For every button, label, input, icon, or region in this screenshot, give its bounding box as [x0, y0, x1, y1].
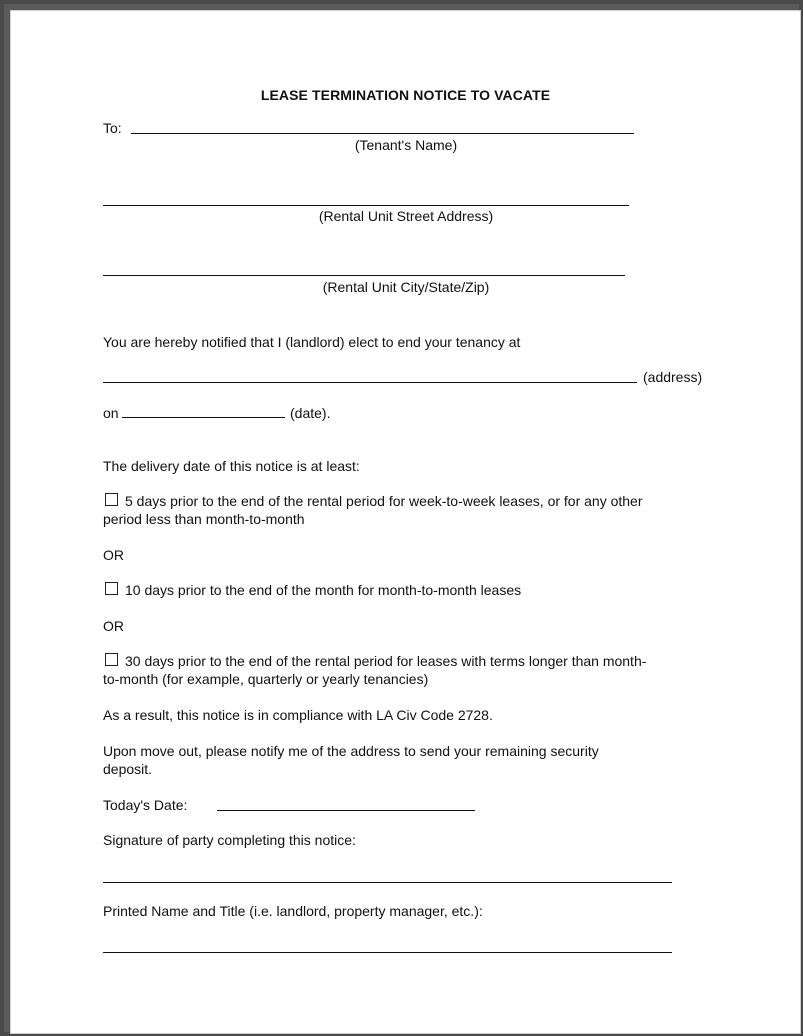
to-label: To: — [103, 120, 122, 136]
address-label: (address) — [643, 369, 703, 385]
option-5-days-checkbox[interactable] — [105, 493, 118, 506]
delivery-intro: The delivery date of this notice is at least: — [103, 458, 360, 474]
move-out-text-line1: Upon move out, please notify me of the address to send your remaining security — [103, 743, 599, 759]
or-separator: OR — [103, 547, 124, 563]
landlord-address-field[interactable] — [103, 382, 637, 383]
tenant-name-field[interactable] — [131, 133, 634, 134]
document-page — [10, 10, 801, 1034]
option-30-days-checkbox[interactable] — [105, 653, 118, 666]
printed-name-label: Printed Name and Title (i.e. landlord, property manager, etc.): — [103, 903, 483, 919]
move-out-text-line2: deposit. — [103, 761, 153, 777]
option-30-days-text-line2: to-month (for example, quarterly or yearly tenancies) — [103, 671, 429, 687]
street-address-caption: (Rental Unit Street Address) — [318, 208, 494, 224]
tenant-name-caption: (Tenant's Name) — [354, 137, 458, 153]
option-30-days-text-line1: 30 days prior to the end of the rental period for leases with terms longer than month- — [125, 653, 647, 669]
signature-field[interactable] — [103, 882, 672, 883]
street-address-field[interactable] — [103, 205, 629, 206]
end-date-field[interactable] — [122, 417, 285, 418]
todays-date-label: Today's Date: — [103, 797, 188, 813]
todays-date-field[interactable] — [217, 810, 475, 811]
option-10-days-checkbox[interactable] — [105, 582, 118, 595]
date-label: (date). — [290, 405, 331, 421]
option-5-days-text-line1: 5 days prior to the end of the rental period for week-to-week leases, or for any other — [125, 493, 643, 509]
signature-label: Signature of party completing this notice: — [103, 832, 356, 848]
city-state-zip-field[interactable] — [103, 275, 625, 276]
notice-intro: You are hereby notified that I (landlord) elect to end your tenancy at — [103, 334, 521, 350]
option-10-days-text: 10 days prior to the end of the month for month-to-month leases — [125, 582, 522, 598]
printed-name-field[interactable] — [103, 952, 672, 953]
or-separator: OR — [103, 618, 124, 634]
option-5-days-text-line2: period less than month-to-month — [103, 511, 305, 527]
on-label: on — [103, 405, 119, 421]
document-title: LEASE TERMINATION NOTICE TO VACATE — [260, 87, 551, 103]
city-state-zip-caption: (Rental Unit City/State/Zip) — [322, 279, 490, 295]
compliance-statement: As a result, this notice is in compliance with LA Civ Code 2728. — [103, 707, 493, 723]
